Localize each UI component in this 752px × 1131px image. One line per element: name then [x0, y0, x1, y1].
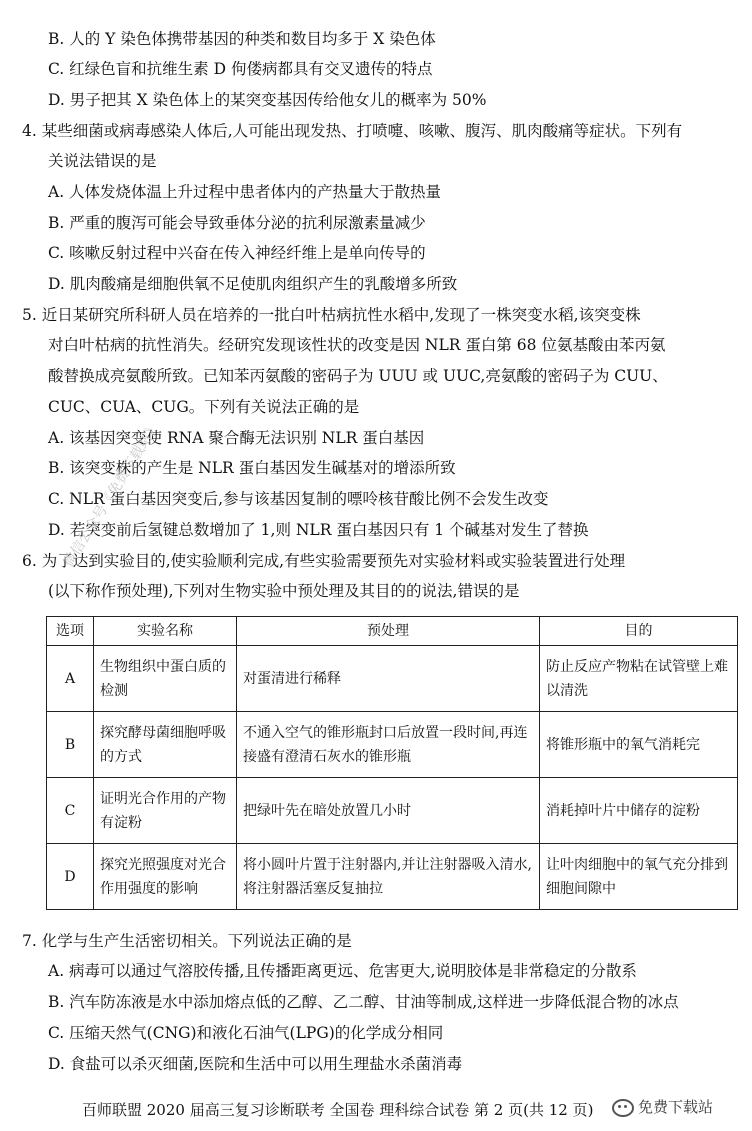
row-d-pretreatment: 将小圆叶片置于注射器内,并让注射器吸入清水,将注射器活塞反复抽拉 [237, 844, 540, 910]
row-b-pretreatment: 不通入空气的锥形瓶封口后放置一段时间,再连接盛有澄清石灰水的锥形瓶 [237, 712, 540, 778]
q5-option-a: A. 该基因突变使 RNA 聚合酶无法识别 NLR 蛋白基因 [48, 429, 425, 447]
q6-experiment-table [46, 616, 738, 910]
row-b-experiment: 探究酵母菌细胞呼吸的方式 [94, 712, 237, 778]
table-row [47, 712, 738, 778]
header-experiment-name: 实验名称 [94, 617, 237, 646]
q4-option-d: D. 肌肉酸痛是细胞供氧不足使肌肉组织产生的乳酸增多所致 [48, 275, 458, 293]
q5-option-c: C. NLR 蛋白基因突变后,参与该基因复制的嘌呤核苷酸比例不会发生改变 [48, 490, 549, 508]
q4-stem-line-1: 4. 某些细菌或病毒感染人体后,人可能出现发热、打喷嚏、咳嗽、腹泻、肌肉酸痛等症状。下列有 [22, 122, 683, 140]
q6-stem-line-1: 6. 为了达到实验目的,使实验顺利完成,有些实验需要预先对实验材料或实验装置进行处理 [22, 552, 626, 570]
q3-option-d: D. 男子把其 X 染色体上的某突变基因传给他女儿的概率为 50% [48, 91, 487, 109]
q4-option-a: A. 人体发烧体温上升过程中患者体内的产热量大于散热量 [48, 183, 442, 201]
q4-option-b: B. 严重的腹泻可能会导致垂体分泌的抗利尿激素量减少 [48, 214, 426, 232]
site-logo-text: 免费下载站 [638, 1098, 714, 1116]
header-option: 选项 [47, 617, 94, 646]
q5-option-d: D. 若突变前后氢键总数增加了 1,则 NLR 蛋白基因只有 1 个碱基对发生了替换 [48, 521, 589, 539]
q3-option-b: B. 人的 Y 染色体携带基因的种类和数目均多于 X 染色体 [48, 30, 436, 48]
header-pretreatment: 预处理 [237, 617, 540, 646]
header-purpose: 目的 [540, 617, 738, 646]
q7-stem: 7. 化学与生产生活密切相关。下列说法正确的是 [22, 932, 352, 950]
table-header-row [47, 617, 738, 646]
row-b-option: B [47, 712, 94, 778]
row-d-purpose: 让叶肉细胞中的氧气充分排到细胞间隙中 [540, 844, 738, 910]
q3-option-c: C. 红绿色盲和抗维生素 D 佝偻病都具有交叉遗传的特点 [48, 60, 433, 78]
q7-option-d: D. 食盐可以杀灭细菌,医院和生活中可以用生理盐水杀菌消毒 [48, 1055, 463, 1073]
row-c-pretreatment: 把绿叶先在暗处放置几小时 [237, 778, 540, 844]
row-a-purpose: 防止反应产物粘在试管壁上难以清洗 [540, 646, 738, 712]
table-row [47, 646, 738, 712]
q6-stem-line-2: (以下称作预处理),下列对生物实验中预处理及其目的的说法,错误的是 [48, 582, 520, 600]
site-logo [612, 1096, 713, 1117]
q5-stem-line-1: 5. 近日某研究所科研人员在培养的一批白叶枯病抗性水稻中,发现了一株突变水稻,该突变株 [22, 306, 641, 324]
row-d-option: D [47, 844, 94, 910]
q5-option-b: B. 该突变株的产生是 NLR 蛋白基因发生碱基对的增添所致 [48, 459, 456, 477]
row-a-pretreatment: 对蛋清进行稀释 [237, 646, 540, 712]
q7-option-b: B. 汽车防冻液是水中添加熔点低的乙醇、乙二醇、甘油等制成,这样进一步降低混合物的冰点 [48, 993, 679, 1011]
row-a-option: A [47, 646, 94, 712]
table-row [47, 778, 738, 844]
q4-option-c: C. 咳嗽反射过程中兴奋在传入神经纤维上是单向传导的 [48, 244, 426, 262]
q4-stem-line-2: 关说法错误的是 [48, 152, 157, 170]
row-c-option: C [47, 778, 94, 844]
row-c-purpose: 消耗掉叶片中储存的淀粉 [540, 778, 738, 844]
row-c-experiment: 证明光合作用的产物有淀粉 [94, 778, 237, 844]
row-b-purpose: 将锥形瓶中的氧气消耗完 [540, 712, 738, 778]
page-footer: 百师联盟 2020 届高三复习诊断联考 全国卷 理科综合试卷 第 2 页(共 12 页) [82, 1101, 594, 1119]
q7-option-a: A. 病毒可以通过气溶胶传播,且传播距离更远、危害更大,说明胶体是非常稳定的分散系 [48, 962, 637, 980]
q5-stem-line-2: 对白叶枯病的抗性消失。经研究发现该性状的改变是因 NLR 蛋白第 68 位氨基酸由苯丙氨 [48, 336, 666, 354]
row-d-experiment: 探究光照强度对光合作用强度的影响 [94, 844, 237, 910]
wechat-icon [612, 1099, 634, 1117]
row-a-experiment: 生物组织中蛋白质的检测 [94, 646, 237, 712]
q5-stem-line-4: CUC、CUA、CUG。下列有关说法正确的是 [48, 398, 360, 416]
watermark: 微信公众号《免费下载站》 [60, 419, 164, 571]
q5-stem-line-3: 酸替换成亮氨酸所致。已知苯丙氨酸的密码子为 UUU 或 UUC,亮氨酸的密码子为 CUU、 [48, 367, 668, 385]
q7-option-c: C. 压缩天然气(CNG)和液化石油气(LPG)的化学成分相同 [48, 1024, 444, 1042]
table-row [47, 844, 738, 910]
